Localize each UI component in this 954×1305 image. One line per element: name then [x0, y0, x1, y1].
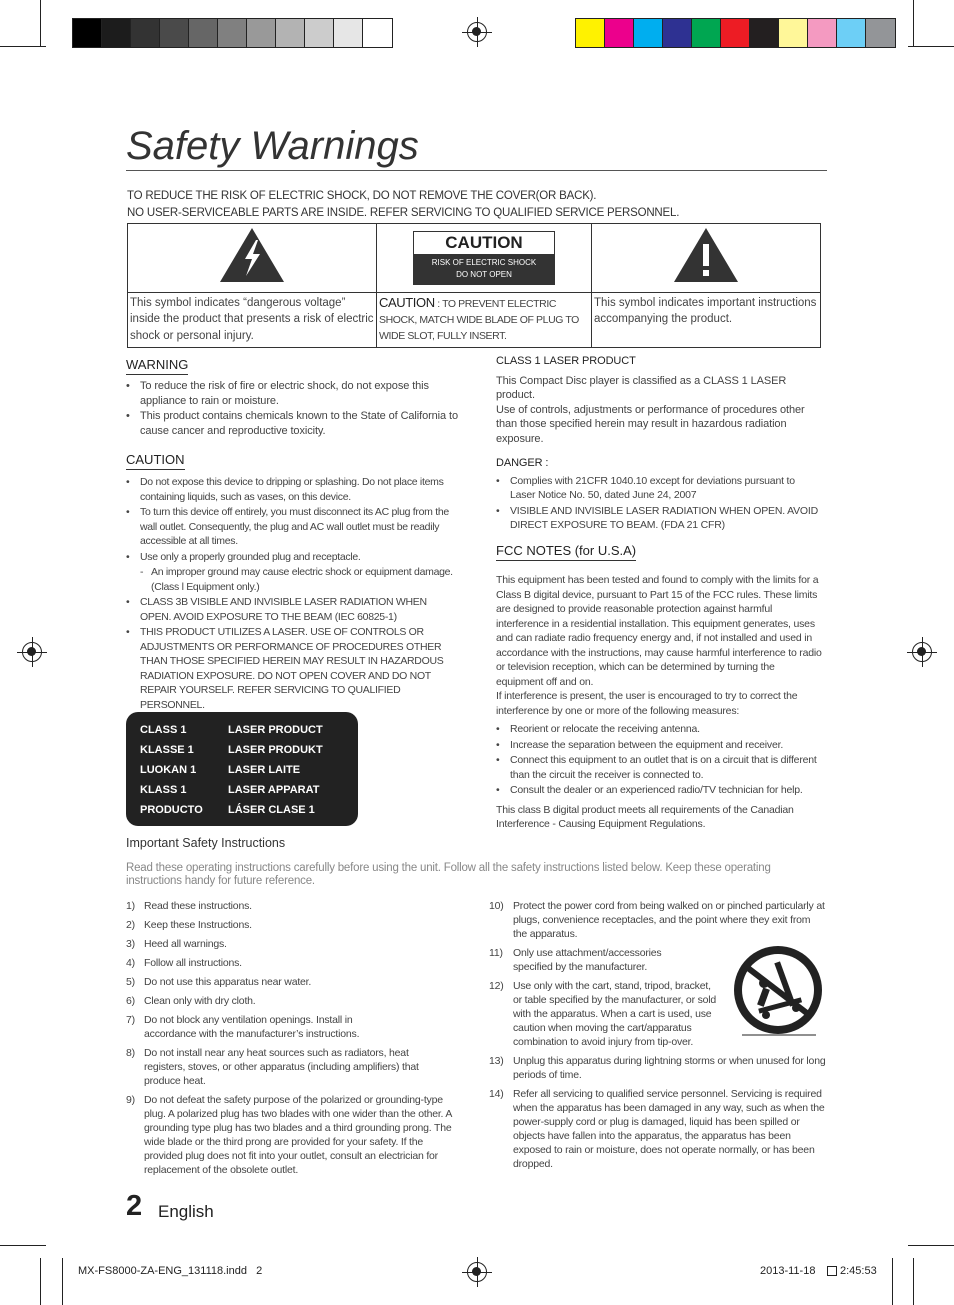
color-swatch — [363, 19, 392, 47]
instruction-item — [126, 956, 464, 970]
color-swatch — [160, 19, 189, 47]
fcc-item: • Consult the dealer or an experienced radio/TV technician for help. — [496, 783, 824, 798]
color-swatch — [692, 19, 721, 47]
instruction-number: 1) — [126, 900, 135, 912]
caution-symbol-cell — [377, 224, 592, 293]
color-swatch — [131, 19, 160, 47]
intro-warning — [127, 188, 679, 222]
fcc-paragraph: If interference is present, the user is encouraged to try to correct the interference by one or more of the following measures: — [496, 690, 798, 717]
instruction-number: 10) — [489, 900, 504, 912]
fcc-paragraph: This equipment has been tested and found to comply with the limits for a Class B digital device, pursuant to Part 15 of the FCC rules. These limits are designed to provide reasonable protection against harmful interference in a residential installation. This equipment generates, uses and can radiate radio frequency energy and, if not installed and used in accordance with the instructions, may cause harmful interference to radio or television reception, which can be determined by turning the equipment off and on. — [496, 574, 822, 688]
color-swatch — [866, 19, 895, 47]
instruction-item — [126, 1013, 464, 1041]
color-swatch — [837, 19, 866, 47]
instructions-right — [489, 899, 827, 1176]
instruction-text: Refer all servicing to qualified service personnel. Servicing is required when the apparatus has been damaged in any way, such as when the power-supply cord or plug is damaged, liquid has been spilled or objects have fallen into the apparatus, the apparatus has been exposed to rain or moisture, does not operate normally, or has been dropped. — [513, 1088, 825, 1170]
instruction-text: Follow all instructions. — [144, 957, 242, 969]
instructions-left — [126, 899, 464, 1182]
cart-tip-over-icon — [730, 945, 828, 1037]
laser-class: KLASS 1 — [140, 784, 187, 796]
important-heading: Important Safety Instructions — [126, 836, 286, 850]
caution-list — [126, 475, 458, 713]
color-swatch — [576, 19, 605, 47]
crop-mark — [908, 1245, 954, 1246]
color-swatch — [334, 19, 363, 47]
slug-glyph-icon — [827, 1266, 837, 1276]
color-bar — [575, 18, 896, 48]
instruction-item — [489, 1087, 827, 1171]
title-rule — [126, 170, 827, 171]
page-number: 2 — [126, 1190, 143, 1222]
caution-bold: CAUTION — [379, 294, 435, 310]
registration-mark-icon — [22, 642, 42, 662]
instruction-item — [126, 937, 464, 951]
intro-line: NO USER-SERVICEABLE PARTS ARE INSIDE. REFER SERVICING TO QUALIFIED SERVICE PERSONNEL. — [127, 207, 680, 219]
crop-mark — [0, 46, 46, 47]
voltage-symbol-cell — [128, 224, 377, 293]
laser-product: LASER PRODUCT — [228, 724, 323, 736]
instruction-text: Heed all warnings. — [144, 938, 227, 950]
exclamation-warning-icon — [672, 226, 740, 284]
page-title: Safety Warnings — [126, 124, 419, 168]
instruction-number: 9) — [126, 1094, 135, 1106]
crop-mark — [913, 0, 914, 46]
danger-item: • VISIBLE AND INVISIBLE LASER RADIATION WHEN OPEN. AVOID DIRECT EXPOSURE TO BEAM. (FDA 21 CFR) — [496, 504, 820, 533]
laser-label-row — [140, 760, 323, 780]
caution-box — [413, 231, 555, 285]
laser-product: LASER LAITE — [228, 764, 301, 776]
instruction-item — [126, 1046, 464, 1088]
fcc-heading-text: FCC NOTES (for U.S.A) — [496, 543, 636, 561]
caution-sub-item: - An improper ground may cause electric shock or equipment damage. (Class l Equipment only.) — [126, 565, 458, 594]
grayscale-bar — [72, 18, 393, 48]
important-description: This symbol indicates important instructions accompanying the product. — [592, 292, 821, 347]
instruction-text: Do not defeat the safety purpose of the polarized or grounding-type plug. A polarized plug has two blades with one wider than the other. A grounding type plug has two blades and a third grounding prong. The wide blade or the third prong are provided for your safety. If the provided plug does not fit into your outlet, consult an electrician for replacement of the obsolete outlet. — [144, 1094, 452, 1176]
color-swatch — [247, 19, 276, 47]
registration-mark-icon — [467, 1262, 487, 1282]
crop-mark — [0, 1245, 46, 1246]
instruction-item — [126, 1093, 464, 1177]
caution-heading — [126, 452, 185, 470]
color-swatch — [605, 19, 634, 47]
class1-heading: CLASS 1 LASER PRODUCT — [496, 355, 636, 367]
instruction-number: 2) — [126, 919, 135, 931]
class1-paragraph: Use of controls, adjustments or performance of procedures other than those specified herein may result in hazardous radiation exposure. — [496, 403, 805, 445]
fcc-item: • Increase the separation between the equipment and receiver. — [496, 738, 824, 753]
instruction-number: 5) — [126, 976, 135, 988]
caution-description — [377, 292, 592, 347]
crop-mark — [913, 1258, 914, 1305]
instruction-number: 3) — [126, 938, 135, 950]
lightning-warning-icon — [218, 226, 286, 284]
instruction-text: Clean only with dry cloth. — [144, 995, 256, 1007]
instruction-text: Do not install near any heat sources such as radiators, heat registers, stoves, or other apparatus (including amplifiers) that produce heat. — [144, 1047, 419, 1087]
caution-sub — [414, 254, 554, 284]
caution-item: • CLASS 3B VISIBLE AND INVISIBLE LASER RADIATION WHEN OPEN. AVOID EXPOSURE TO THE BEAM (IEC 60825-1) — [126, 595, 458, 624]
laser-class: CLASS 1 — [140, 724, 187, 736]
instruction-text: Protect the power cord from being walked on or pinched particularly at plugs, convenience receptacles, and the point where they exit from the apparatus. — [513, 900, 825, 940]
danger-heading: DANGER : — [496, 457, 549, 469]
class1-section — [496, 354, 820, 534]
caution-sub-line: DO NOT OPEN — [456, 269, 512, 279]
registration-mark-icon — [467, 22, 487, 42]
page-language: English — [158, 1202, 214, 1221]
crop-mark — [40, 1258, 41, 1305]
color-swatch — [189, 19, 218, 47]
slug-filename: MX-FS8000-ZA-ENG_131118.indd 2 — [78, 1265, 263, 1277]
instruction-text: Read these instructions. — [144, 900, 252, 912]
warning-list — [126, 379, 458, 439]
color-swatch — [663, 19, 692, 47]
color-swatch — [721, 19, 750, 47]
caution-item: • Do not expose this device to dripping or splashing. Do not place items containing liquids, such as vases, on this device. — [126, 475, 458, 504]
instruction-item — [126, 899, 464, 913]
caution-item: • To turn this device off entirely, you must disconnect its AC plug from the wall outlet. Consequently, the plug and AC wall outlet must be readily accessible at all times. — [126, 505, 458, 549]
caution-sub-line: RISK OF ELECTRIC SHOCK — [431, 257, 537, 267]
instruction-number: 14) — [489, 1088, 504, 1100]
danger-item: • Complies with 21CFR 1040.10 except for deviations pursuant to Laser Notice No. 50, dated June 24, 2007 — [496, 474, 820, 503]
crop-mark — [908, 46, 954, 47]
instruction-number: 8) — [126, 1047, 135, 1059]
laser-label-row — [140, 740, 323, 760]
symbol-table — [127, 223, 821, 348]
laser-class: PRODUCTO — [140, 804, 203, 816]
instruction-number: 4) — [126, 957, 135, 969]
laser-label-row — [140, 780, 323, 800]
slug-date: 2013-11-18 — [760, 1265, 816, 1277]
intro-line: TO REDUCE THE RISK OF ELECTRIC SHOCK, DO NOT REMOVE THE COVER(OR BACK). — [127, 190, 597, 202]
instruction-text: Unplug this apparatus during lightning storms or when unused for long periods of time. — [513, 1055, 826, 1081]
laser-class: KLASSE 1 — [140, 744, 194, 756]
warning-heading — [126, 357, 188, 375]
instruction-number: 11) — [489, 947, 503, 959]
exclamation-symbol-cell — [592, 224, 821, 293]
instruction-number: 12) — [489, 980, 504, 992]
warning-item: • To reduce the risk of fire or electric shock, do not expose this appliance to rain or moisture. — [126, 379, 458, 408]
instruction-text: Do not block any ventilation openings. Install in accordance with the manufacturer’s instructions. — [144, 1014, 360, 1040]
slug-rule — [62, 1258, 63, 1305]
color-swatch — [276, 19, 305, 47]
instruction-text: Keep these Instructions. — [144, 919, 252, 931]
laser-label-row — [140, 720, 323, 740]
instruction-item — [126, 975, 464, 989]
color-swatch — [102, 19, 131, 47]
color-swatch — [779, 19, 808, 47]
fcc-item: • Connect this equipment to an outlet that is on a circuit that is different than the circuit the receiver is connected to. — [496, 753, 824, 782]
color-swatch — [750, 19, 779, 47]
color-swatch — [808, 19, 837, 47]
voltage-description: This symbol indicates “dangerous voltage” inside the product that presents a risk of electric shock or personal injury. — [128, 292, 377, 347]
crop-mark — [40, 0, 41, 46]
instruction-item — [489, 899, 827, 941]
color-swatch — [305, 19, 334, 47]
important-intro: Read these operating instructions carefully before using the unit. Follow all the safety instructions listed below. Keep these operating instructions handy for future reference. — [126, 862, 771, 887]
fcc-paragraph: This class B digital product meets all requirements of the Canadian Interference - Causing Equipment Regulations. — [496, 803, 794, 830]
slug-time: 2:45:53 — [840, 1265, 877, 1277]
warning-heading-text: WARNING — [126, 357, 188, 375]
laser-product: LÁSER CLASE 1 — [228, 804, 315, 816]
caution-label: CAUTION — [445, 233, 523, 252]
instruction-item — [126, 918, 464, 932]
color-swatch — [218, 19, 247, 47]
caution-text: : TO PREVENT ELECTRIC SHOCK, MATCH WIDE BLADE OF PLUG TO WIDE SLOT, FULLY INSERT. — [379, 297, 579, 342]
caution-heading-text: CAUTION — [126, 452, 185, 470]
laser-class: LUOKAN 1 — [140, 764, 197, 776]
instruction-number: 7) — [126, 1014, 135, 1026]
caution-item: • Use only a properly grounded plug and receptacle. — [126, 550, 458, 565]
fcc-item: • Reorient or relocate the receiving antenna. — [496, 722, 824, 737]
laser-product: LASER APPARAT — [228, 784, 320, 796]
instruction-text: Use only with the cart, stand, tripod, bracket, or table specified by the manufacturer, or sold with the apparatus. When a cart is used, use caution when moving the cart/apparatus combination to avoid injury from tip-over. — [513, 980, 717, 1048]
caution-item: • THIS PRODUCT UTILIZES A LASER. USE OF CONTROLS OR ADJUSTMENTS OR PERFORMANCE OF PROCEDURES OTHER THAN THOSE SPECIFIED HEREIN MAY RESULT IN HAZARDOUS RADIATION EXPOSURE. DO NOT OPEN COVER AND DO NOT REPAIR YOURSELF. REFER SERVICING TO QUALIFIED PERSONNEL. — [126, 625, 458, 712]
laser-product: LASER PRODUKT — [228, 744, 323, 756]
fcc-heading — [496, 543, 636, 561]
laser-label-row — [140, 800, 323, 820]
registration-mark-icon — [912, 642, 932, 662]
instruction-text: Do not use this apparatus near water. — [144, 976, 312, 988]
slug-rule — [892, 1258, 893, 1305]
color-swatch — [634, 19, 663, 47]
instruction-text: Only use attachment/accessories specified by the manufacturer. — [513, 947, 662, 973]
laser-class-label — [126, 712, 358, 826]
fcc-section — [496, 573, 824, 832]
color-swatch — [73, 19, 102, 47]
warning-item: • This product contains chemicals known to the State of California to cause cancer and reproductive toxicity. — [126, 409, 458, 438]
instruction-number: 6) — [126, 995, 135, 1007]
class1-paragraph: This Compact Disc player is classified as a CLASS 1 LASER product. — [496, 374, 787, 401]
instruction-item — [126, 994, 464, 1008]
instruction-number: 13) — [489, 1055, 504, 1067]
instruction-item — [489, 1054, 827, 1082]
